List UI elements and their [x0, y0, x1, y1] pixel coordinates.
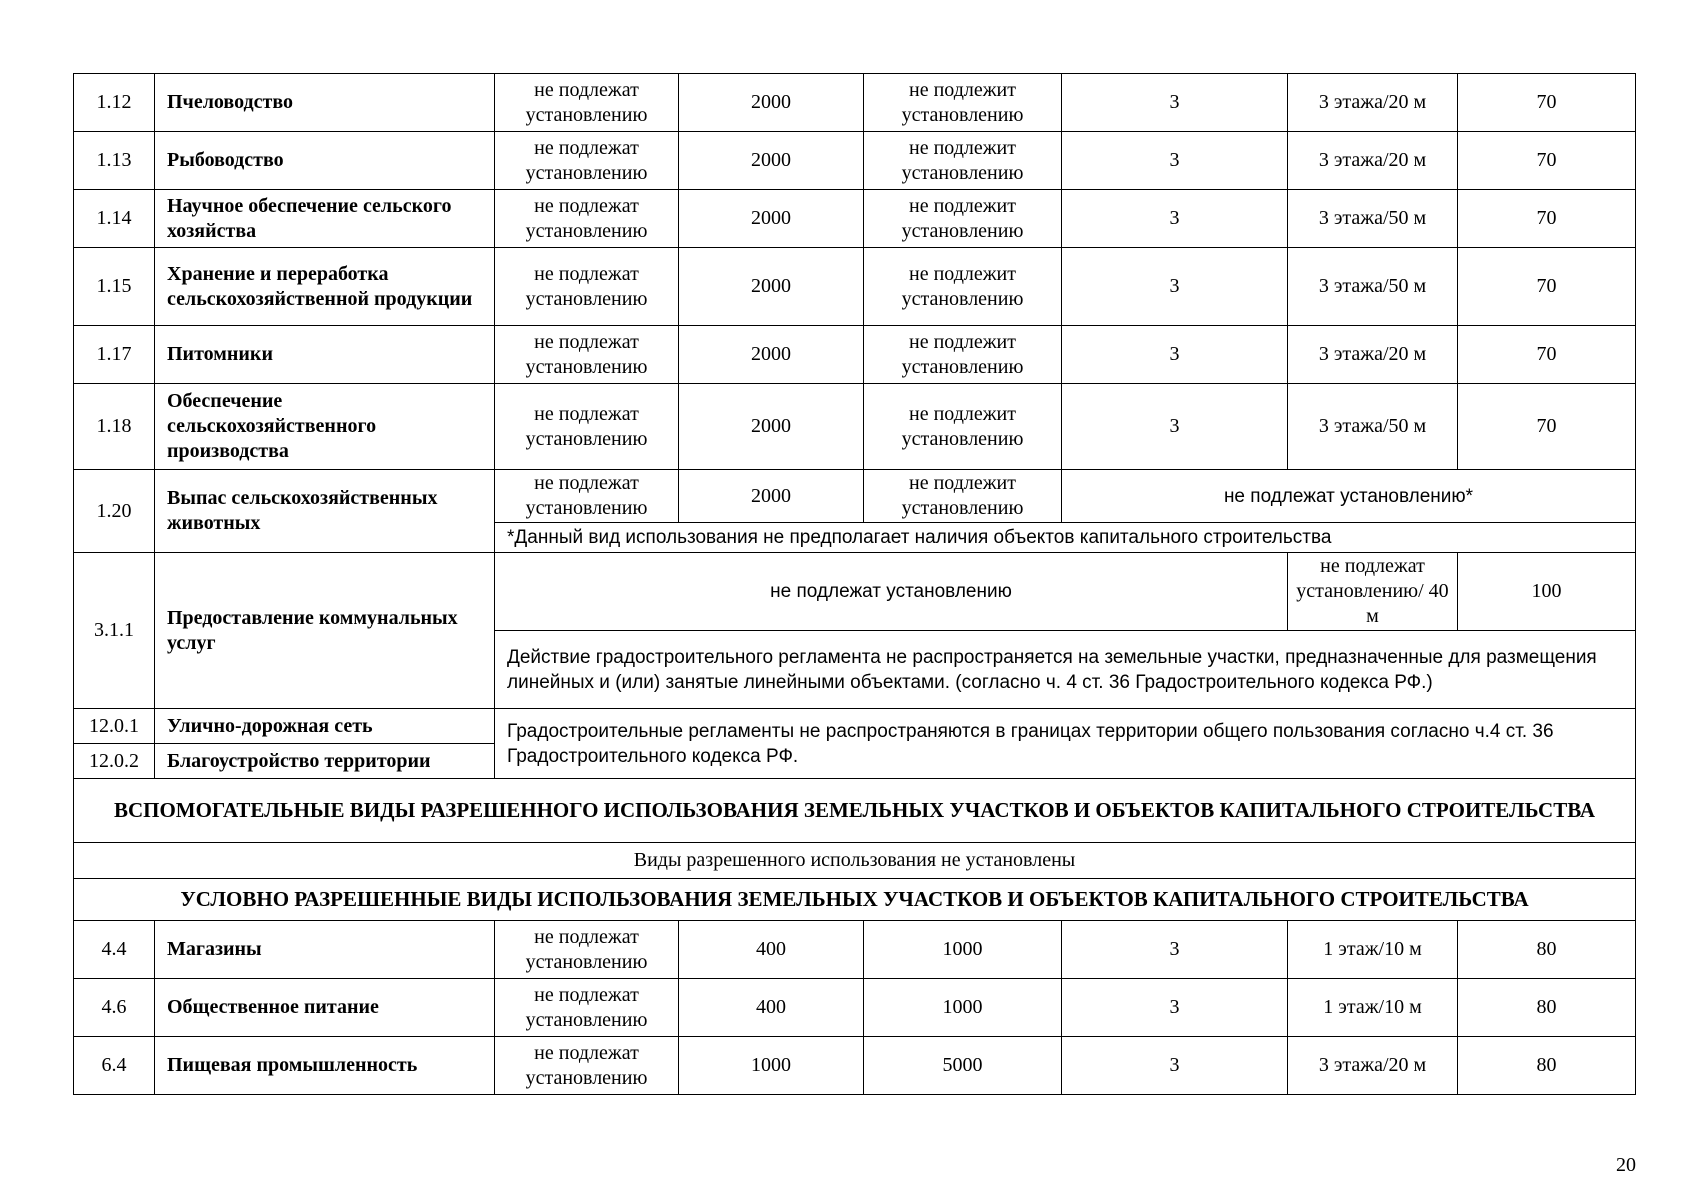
value-cell: 3: [1062, 326, 1288, 384]
value-cell: 3: [1062, 1037, 1288, 1095]
min-size-cell: не подлежат установлению: [495, 470, 679, 523]
value-cell: 2000: [679, 384, 864, 470]
height-cell: 3 этажа/20 м: [1288, 1037, 1458, 1095]
min-size-cell: не подлежат установлению: [495, 1037, 679, 1095]
value-cell: 1000: [864, 921, 1062, 979]
value-cell: 2000: [679, 190, 864, 248]
min-size-cell: не подлежат установлению: [495, 248, 679, 326]
section-heading-row: [74, 779, 1636, 843]
value-cell: не подлежит установлению: [864, 190, 1062, 248]
percent-cell: 70: [1458, 74, 1636, 132]
use-name-cell: Хранение и переработка сельскохозяйственной продукции: [155, 248, 495, 326]
code-cell: 12.0.1: [74, 709, 155, 744]
table-row: [74, 74, 1636, 132]
table-row: [74, 843, 1636, 879]
value-cell: не подлежит установлению: [864, 326, 1062, 384]
min-size-cell: не подлежат установлению: [495, 74, 679, 132]
note-cell: Действие градостроительного регламента не распространяется на земельные участки, предназначенные для размещения линейных и (или) занятые линейными объектами. (согласно ч. 4 ст. 36 Градостроительного кодекса РФ.): [495, 631, 1636, 709]
merged-value-cell: не подлежат установлению: [495, 553, 1288, 631]
min-size-cell: не подлежат установлению: [495, 326, 679, 384]
value-cell: 400: [679, 921, 864, 979]
table-row: [74, 921, 1636, 979]
use-name-cell: Предоставление коммунальных услуг: [155, 553, 495, 709]
table-row: [74, 132, 1636, 190]
value-cell: 400: [679, 979, 864, 1037]
value-cell: 3: [1062, 384, 1288, 470]
code-cell: 1.18: [74, 384, 155, 470]
code-cell: 1.13: [74, 132, 155, 190]
code-cell: 12.0.2: [74, 744, 155, 779]
table-row: [74, 1037, 1636, 1095]
value-cell: 5000: [864, 1037, 1062, 1095]
percent-cell: 70: [1458, 248, 1636, 326]
min-size-cell: не подлежат установлению: [495, 190, 679, 248]
percent-cell: 70: [1458, 190, 1636, 248]
value-cell: 1000: [679, 1037, 864, 1095]
table-row: [74, 553, 1636, 631]
use-name-cell: Питомники: [155, 326, 495, 384]
table-row: [74, 979, 1636, 1037]
value-cell: не подлежит установлению: [864, 470, 1062, 523]
height-cell: 3 этажа/20 м: [1288, 326, 1458, 384]
table-row: [74, 190, 1636, 248]
value-cell: не подлежит установлению: [864, 74, 1062, 132]
height-cell: не подлежат установлению/ 40 м: [1288, 553, 1458, 631]
height-cell: 1 этаж/10 м: [1288, 979, 1458, 1037]
value-cell: 1000: [864, 979, 1062, 1037]
use-name-cell: Общественное питание: [155, 979, 495, 1037]
percent-cell: 70: [1458, 326, 1636, 384]
cond-section-heading: УСЛОВНО РАЗРЕШЕННЫЕ ВИДЫ ИСПОЛЬЗОВАНИЯ ЗЕМЕЛЬНЫХ УЧАСТКОВ И ОБЪЕКТОВ КАПИТАЛЬНОГО СТРОИТЕЛЬСТВА: [74, 879, 1636, 921]
min-size-cell: не подлежат установлению: [495, 132, 679, 190]
value-cell: 3: [1062, 921, 1288, 979]
code-cell: 1.17: [74, 326, 155, 384]
value-cell: 3: [1062, 248, 1288, 326]
min-size-cell: не подлежат установлению: [495, 979, 679, 1037]
percent-cell: 80: [1458, 1037, 1636, 1095]
code-cell: 6.4: [74, 1037, 155, 1095]
percent-cell: 80: [1458, 979, 1636, 1037]
table-row: [74, 470, 1636, 523]
percent-cell: 100: [1458, 553, 1636, 631]
value-cell: не подлежит установлению: [864, 384, 1062, 470]
height-cell: 1 этаж/10 м: [1288, 921, 1458, 979]
section-heading-row: [74, 879, 1636, 921]
zoning-regulations-table: [73, 73, 1636, 1095]
value-cell: 2000: [679, 132, 864, 190]
percent-cell: 70: [1458, 384, 1636, 470]
use-name-cell: Научное обеспечение сельского хозяйства: [155, 190, 495, 248]
code-cell: 1.15: [74, 248, 155, 326]
use-name-cell: Рыбоводство: [155, 132, 495, 190]
height-cell: 3 этажа/50 м: [1288, 190, 1458, 248]
table-row: [74, 709, 1636, 744]
value-cell: 2000: [679, 326, 864, 384]
height-cell: 3 этажа/50 м: [1288, 248, 1458, 326]
aux-section-text: Виды разрешенного использования не установлены: [74, 843, 1636, 879]
height-cell: 3 этажа/20 м: [1288, 132, 1458, 190]
code-cell: 1.12: [74, 74, 155, 132]
value-cell: не подлежит установлению: [864, 248, 1062, 326]
merged-value-cell: не подлежат установлению*: [1062, 470, 1636, 523]
code-cell: 1.14: [74, 190, 155, 248]
code-cell: 4.4: [74, 921, 155, 979]
use-name-cell: Пчеловодство: [155, 74, 495, 132]
code-cell: 3.1.1: [74, 553, 155, 709]
code-cell: 4.6: [74, 979, 155, 1037]
value-cell: 3: [1062, 190, 1288, 248]
use-name-cell: Обеспечение сельскохозяйственного производства: [155, 384, 495, 470]
height-cell: 3 этажа/50 м: [1288, 384, 1458, 470]
use-name-cell: Выпас сельскохозяйственных животных: [155, 470, 495, 553]
min-size-cell: не подлежат установлению: [495, 384, 679, 470]
aux-section-heading: ВСПОМОГАТЕЛЬНЫЕ ВИДЫ РАЗРЕШЕННОГО ИСПОЛЬЗОВАНИЯ ЗЕМЕЛЬНЫХ УЧАСТКОВ И ОБЪЕКТОВ КАПИТАЛЬНОГО СТРОИТЕЛЬСТВА: [74, 779, 1636, 843]
use-name-cell: Магазины: [155, 921, 495, 979]
value-cell: 2000: [679, 248, 864, 326]
height-cell: 3 этажа/20 м: [1288, 74, 1458, 132]
table-row: [74, 326, 1636, 384]
value-cell: 2000: [679, 74, 864, 132]
use-name-cell: Благоустройство территории: [155, 744, 495, 779]
table-row: [74, 248, 1636, 326]
code-cell: 1.20: [74, 470, 155, 553]
note-cell: Градостроительные регламенты не распространяются в границах территории общего пользования согласно ч.4 ст. 36 Градостроительного кодекса РФ.: [495, 709, 1636, 779]
percent-cell: 70: [1458, 132, 1636, 190]
use-name-cell: Улично-дорожная сеть: [155, 709, 495, 744]
footnote-cell: *Данный вид использования не предполагает наличия объектов капитального строительства: [495, 523, 1636, 553]
value-cell: 3: [1062, 74, 1288, 132]
table-row: [74, 384, 1636, 470]
value-cell: 3: [1062, 132, 1288, 190]
min-size-cell: не подлежат установлению: [495, 921, 679, 979]
percent-cell: 80: [1458, 921, 1636, 979]
value-cell: 2000: [679, 470, 864, 523]
value-cell: 3: [1062, 979, 1288, 1037]
use-name-cell: Пищевая промышленность: [155, 1037, 495, 1095]
page-number: 20: [1616, 1154, 1636, 1176]
value-cell: не подлежит установлению: [864, 132, 1062, 190]
